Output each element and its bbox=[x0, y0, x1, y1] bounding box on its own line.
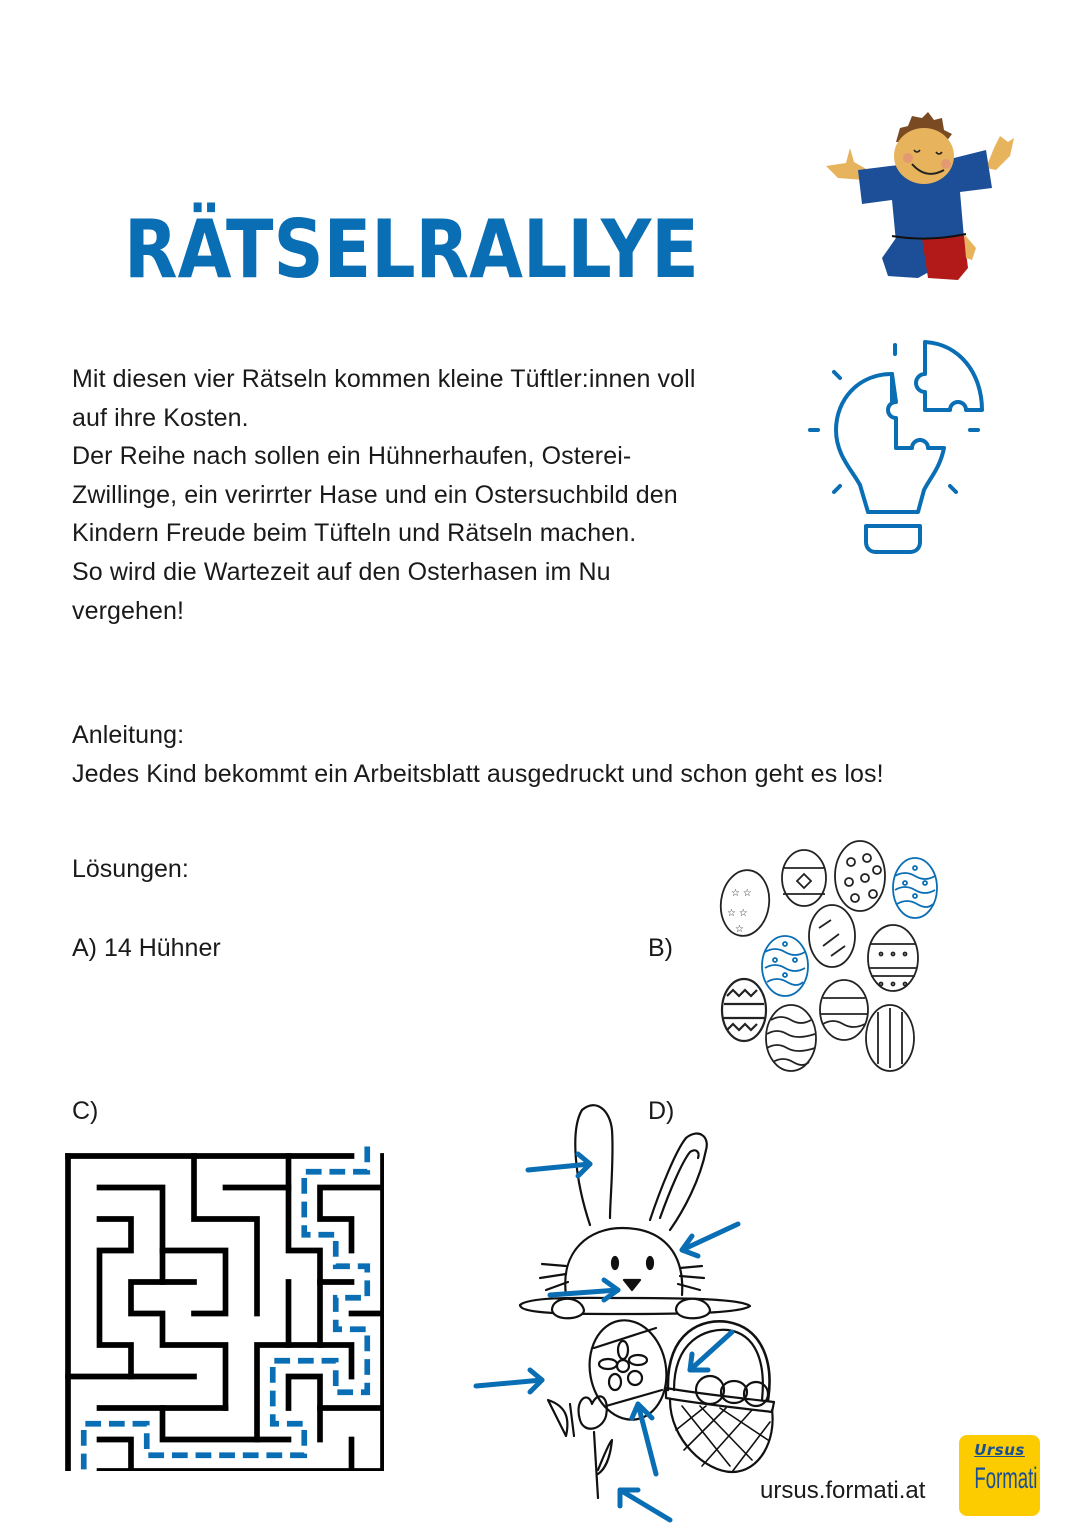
basket-handle bbox=[668, 1321, 770, 1400]
intro-line: Zwillinge, ein verirrter Hase und ein Ostersuchbild den bbox=[72, 480, 678, 509]
solutions-heading: Lösungen: bbox=[72, 855, 189, 883]
solution-d-label: D) bbox=[648, 1097, 675, 1125]
svg-text:☆: ☆ bbox=[735, 924, 744, 935]
egg-icon bbox=[866, 1005, 914, 1071]
arrow-icon bbox=[620, 1490, 670, 1520]
bunny-solution-image bbox=[470, 1100, 790, 1525]
egg-icon bbox=[717, 867, 774, 939]
arrow-icon bbox=[528, 1164, 590, 1170]
egg-icon-highlighted bbox=[893, 858, 937, 918]
intro-paragraph bbox=[72, 360, 802, 630]
solution-c-label: C) bbox=[72, 1097, 99, 1125]
egg-icon bbox=[722, 979, 766, 1041]
intro-line: So wird die Wartezeit auf den Osterhasen im Nu bbox=[72, 557, 611, 586]
svg-text:☆ ☆: ☆ ☆ bbox=[727, 908, 748, 919]
website-link[interactable]: ursus.formati.at bbox=[760, 1477, 926, 1504]
page-title: RÄTSELRALLYE bbox=[124, 203, 699, 296]
egg-icon-highlighted bbox=[762, 936, 808, 996]
egg-icon bbox=[782, 850, 826, 906]
arrow-icon bbox=[476, 1380, 542, 1386]
instructions-section bbox=[72, 716, 1052, 793]
easter-eggs-solution-image bbox=[715, 828, 955, 1078]
tulip bbox=[579, 1396, 607, 1428]
egg-icon bbox=[835, 841, 885, 911]
solution-b-label: B) bbox=[648, 934, 673, 962]
smiling-child-mascot-icon bbox=[818, 108, 1018, 288]
intro-line: Kindern Freude beim Tüfteln und Rätseln machen. bbox=[72, 519, 637, 548]
bunny-ear-right bbox=[650, 1134, 707, 1230]
ursus-formati-logo bbox=[959, 1435, 1040, 1516]
solution-a-label: A) 14 Hühner bbox=[72, 934, 221, 962]
egg-icon bbox=[809, 905, 855, 967]
instructions-heading: Anleitung: bbox=[72, 721, 185, 749]
intro-line: Mit diesen vier Rätseln kommen kleine Tüftler:innen voll bbox=[72, 365, 696, 393]
lightbulb-puzzle-icon bbox=[800, 330, 990, 560]
logo-bottom-text: Formati bbox=[974, 1462, 1038, 1495]
egg-icon bbox=[820, 980, 868, 1040]
egg-icon bbox=[868, 925, 918, 991]
intro-line: Der Reihe nach sollen ein Hühnerhaufen, Osterei- bbox=[72, 442, 632, 471]
intro-line: vergehen! bbox=[72, 596, 185, 625]
bunny-head bbox=[565, 1228, 682, 1295]
instructions-text: Jedes Kind bekommt ein Arbeitsblatt ausgedruckt und schon geht es los! bbox=[72, 759, 884, 788]
logo-top-text: Ursus bbox=[974, 1441, 1025, 1459]
mascot-illustration bbox=[818, 108, 1018, 288]
intro-line: auf ihre Kosten. bbox=[72, 403, 249, 432]
svg-text:☆ ☆: ☆ ☆ bbox=[731, 888, 752, 899]
egg-icon bbox=[766, 1005, 816, 1071]
maze-solution-image bbox=[64, 1136, 384, 1471]
